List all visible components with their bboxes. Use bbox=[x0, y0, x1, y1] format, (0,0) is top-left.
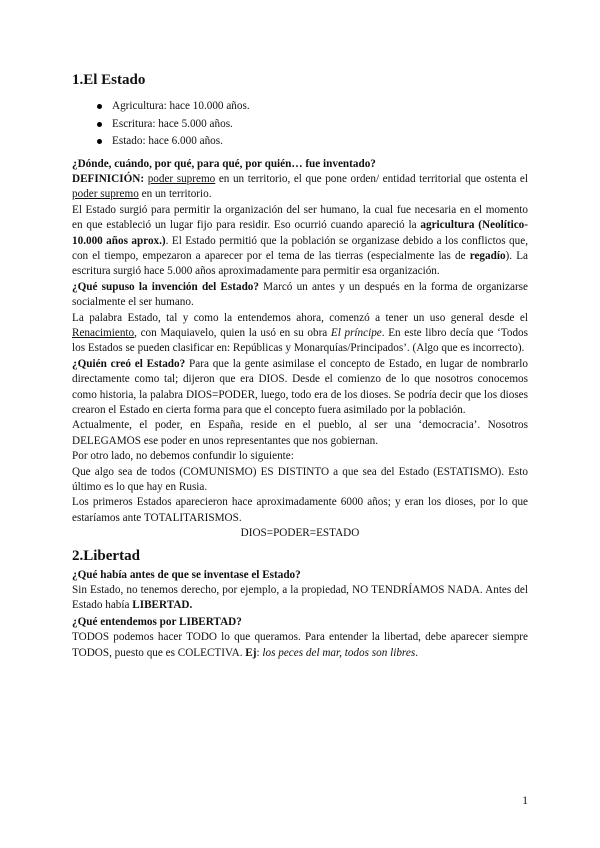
paragraph: ¿Qué supuso la invención del Estado? Marcó un antes y un después en la forma de organizarse socialmente el ser humano. bbox=[72, 280, 528, 309]
paragraph: La palabra Estado, tal y como la entendemos ahora, comenzó a tener un uso general desde el Renacimiento, con Maquiavelo, quien la usó en su obra El príncipe. En este libro decía que ‘Todos los Estados se pueden clasificar en: Repúblicas y Monarquías/Principados’. (Algo que es incorrecto). bbox=[72, 311, 528, 355]
question-inline: ¿Qué supuso la invención del Estado? bbox=[72, 280, 259, 293]
paragraph: Sin Estado, no tenemos derecho, por ejemplo, a la propiedad, NO TENDRÍAMOS NADA. Antes del Estado había LIBERTAD. bbox=[72, 584, 528, 612]
question-heading: ¿Qué entendemos por LIBERTAD? bbox=[72, 615, 242, 628]
paragraph: El Estado surgió para permitir la organización del ser humano, la cual fue necesaria en el momento en que estableció un lugar fijo para residir. Eso ocurrió cuando apareció la agricultura (Neolítico-10.000 años aprox.). El Estado permitió que la población se organizase debido a los conflictos que, con el tiempo, empezaron a aparecer por el tema de las tierras (especialmente las de regadío). La escritura surgió hace 5.000 años aproximadamente para permitir esa organización. bbox=[72, 203, 529, 278]
definition-label: DEFINICIÓN: bbox=[72, 172, 145, 185]
paragraph: Por otro lado, no debemos confundir lo siguiente: bbox=[72, 450, 294, 463]
section-title-libertad: 2.Libertad bbox=[72, 547, 140, 564]
paragraph: TODOS podemos hacer TODO lo que queramos. Para entender la libertad, debe aparecer siempre TODOS, puesto que es COLECTIVA. Ej: los peces del mar, todos son libres. bbox=[72, 631, 528, 659]
section-title-estado: 1.El Estado bbox=[72, 72, 146, 88]
paragraph: ¿Quién creó el Estado? Para que la gente asimilase el concepto de Estado, en lugar de nombrarlo directamente como tal; dijeron que era DIOS. Desde el comienzo de lo que nosotros conocemos como historia, la palabra DIOS=PODER, luego, todo era de los dioses. Se podría decir que los dioses crearon el Estado en cierta forma para que el concepto fuera asimilado por la población. bbox=[72, 357, 528, 416]
formula-line: DIOS=PODER=ESTADO bbox=[240, 527, 360, 540]
list-item: Estado: hace 6.000 años. bbox=[112, 133, 528, 151]
question-heading: ¿Dónde, cuándo, por qué, para qué, por quién… fue inventado? bbox=[72, 157, 376, 170]
paragraph: Los primeros Estados aparecieron hace aproximadamente 6000 años; y eran los dioses, por lo que estaríamos ante TOTALITARISMOS. bbox=[72, 496, 528, 524]
document-page bbox=[72, 70, 528, 661]
page-number: 1 bbox=[522, 795, 528, 807]
list-item: Agricultura: hace 10.000 años. bbox=[112, 98, 528, 116]
list-item: Escritura: hace 5.000 años. bbox=[112, 116, 528, 134]
question-inline: ¿Quién creó el Estado? bbox=[72, 357, 186, 370]
paragraph: Actualmente, el poder, en España, reside en el pueblo, al ser una ‘democracia’. Nosotros DELEGAMOS ese poder en unos representantes que nos gobiernan. bbox=[72, 419, 528, 447]
definition-paragraph: DEFINICIÓN: poder supremo en un territorio, el que pone orden/ entidad territorial que ostenta el poder supremo en un territorio. bbox=[72, 172, 529, 201]
question-heading: ¿Qué había antes de que se inventase el Estado? bbox=[72, 568, 301, 581]
paragraph: Que algo sea de todos (COMUNISMO) ES DISTINTO a que sea del Estado (ESTATISMO). Esto último es lo que hay en Rusia. bbox=[72, 465, 528, 494]
timeline-list bbox=[72, 98, 528, 151]
